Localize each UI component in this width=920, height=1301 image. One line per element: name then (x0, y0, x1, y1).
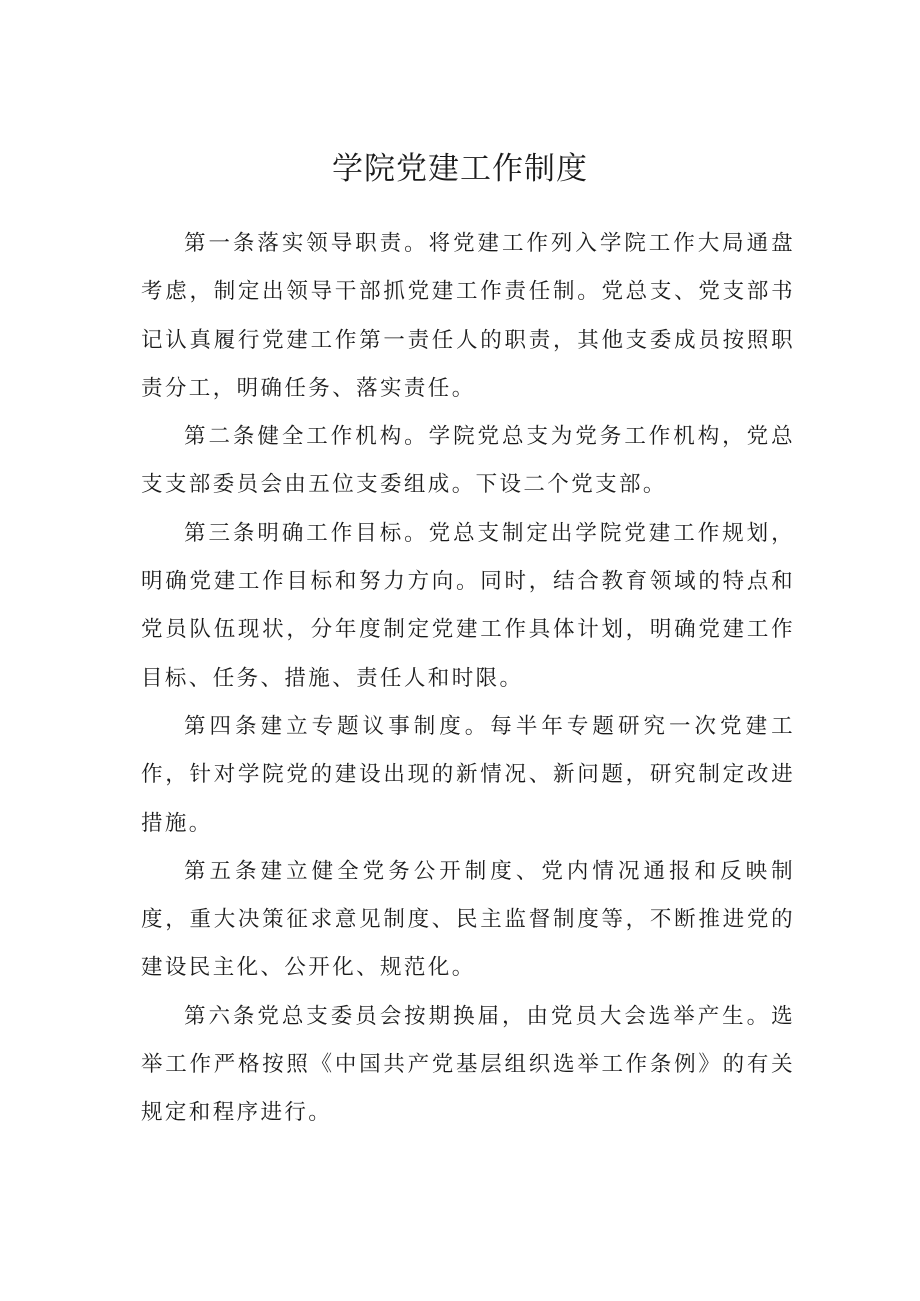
article-6-paragraph: 第六条党总支委员会按期换届，由党员大会选举产生。选举工作严格按照《中国共产党基层组织选举工作条例》的有关规定和程序进行。 (141, 1003, 795, 1126)
article-3-paragraph: 第三条明确工作目标。党总支制定出学院党建工作规划，明确党建工作目标和努力方向。同时，结合教育领域的特点和党员队伍现状，分年度制定党建工作具体计划，明确党建工作目标、任务、措施、责任人和时限。 (141, 520, 795, 691)
article-4-paragraph: 第四条建立专题议事制度。每半年专题研究一次党建工作，针对学院党的建设出现的新情况、新问题，研究制定改进措施。 (141, 713, 795, 836)
article-2-paragraph: 第二条健全工作机构。学院党总支为党务工作机构，党总支支部委员会由五位支委组成。下设二个党支部。 (141, 424, 795, 498)
document-title: 学院党建工作制度 (332, 151, 588, 187)
article-1-paragraph: 第一条落实领导职责。将党建工作列入学院工作大局通盘考虑，制定出领导干部抓党建工作责任制。党总支、党支部书记认真履行党建工作第一责任人的职责，其他支委成员按照职责分工，明确任务、落实责任。 (141, 231, 795, 401)
document-body (141, 220, 795, 1138)
article-5-paragraph: 第五条建立健全党务公开制度、党内情况通报和反映制度，重大决策征求意见制度、民主监督制度等，不断推进党的建设民主化、公开化、规范化。 (141, 858, 795, 981)
